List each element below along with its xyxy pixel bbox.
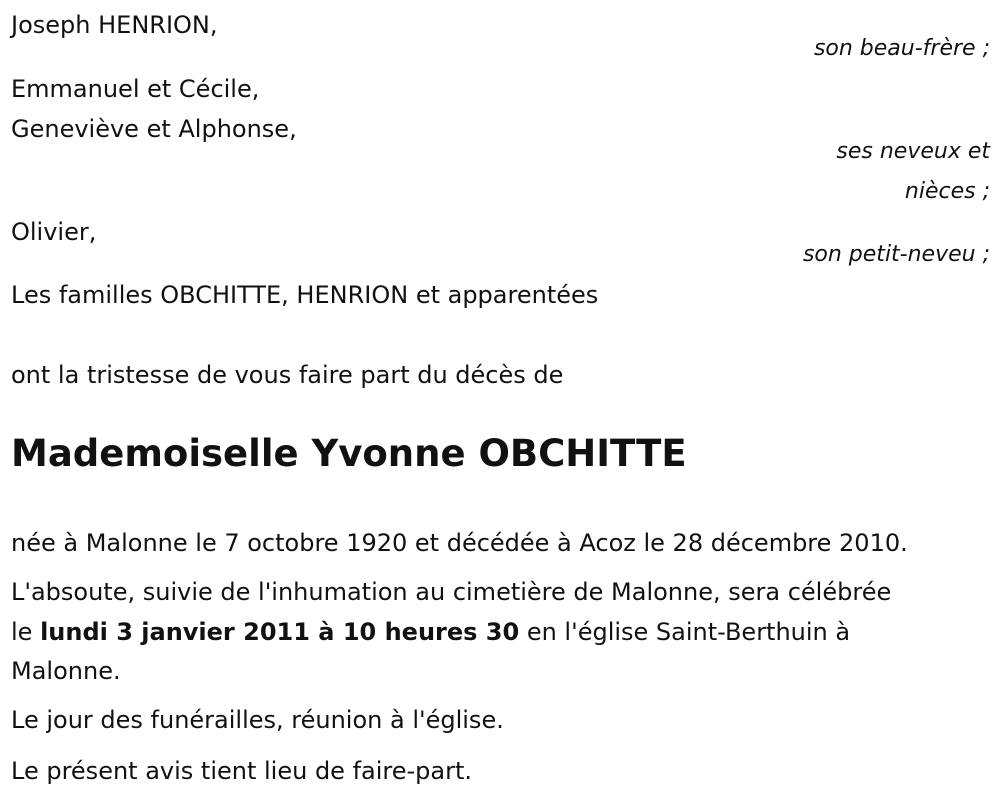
ceremony-prefix: le [11, 618, 41, 646]
families-line: Les familles OBCHITTE, HENRION et apparentées [11, 281, 599, 309]
ceremony-suffix: en l'église Saint-Berthuin à [519, 618, 851, 646]
family-member-genevieve: Geneviève et Alphonse, [11, 115, 297, 143]
notice-line: Le présent avis tient lieu de faire-part. [11, 757, 473, 785]
ceremony-line-3: Malonne. [11, 657, 121, 685]
family-member-emmanuel: Emmanuel et Cécile, [11, 75, 260, 103]
relation-brother-in-law: son beau-frère ; [813, 36, 990, 61]
ceremony-date: lundi 3 janvier 2011 à 10 heures 30 [40, 618, 520, 646]
relation-nephews-line1: ses neveux et [836, 139, 990, 164]
ceremony-line-1: L'absoute, suivie de l'inhumation au cimetière de Malonne, sera célébrée [11, 578, 892, 606]
meeting-line: Le jour des funérailles, réunion à l'église. [11, 706, 504, 734]
birth-death-line: née à Malonne le 7 octobre 1920 et décédée à Acoz le 28 décembre 2010. [11, 529, 908, 557]
family-member-olivier: Olivier, [11, 218, 97, 246]
relation-nephews-line2: nièces ; [904, 179, 990, 204]
ceremony-line-2 [11, 617, 850, 647]
relation-grand-nephew: son petit-neveu ; [802, 242, 990, 267]
announcement-intro: ont la tristesse de vous faire part du décès de [11, 361, 564, 389]
deceased-name: Mademoiselle Yvonne OBCHITTE [11, 432, 687, 475]
family-member-joseph: Joseph HENRION, [11, 11, 218, 39]
